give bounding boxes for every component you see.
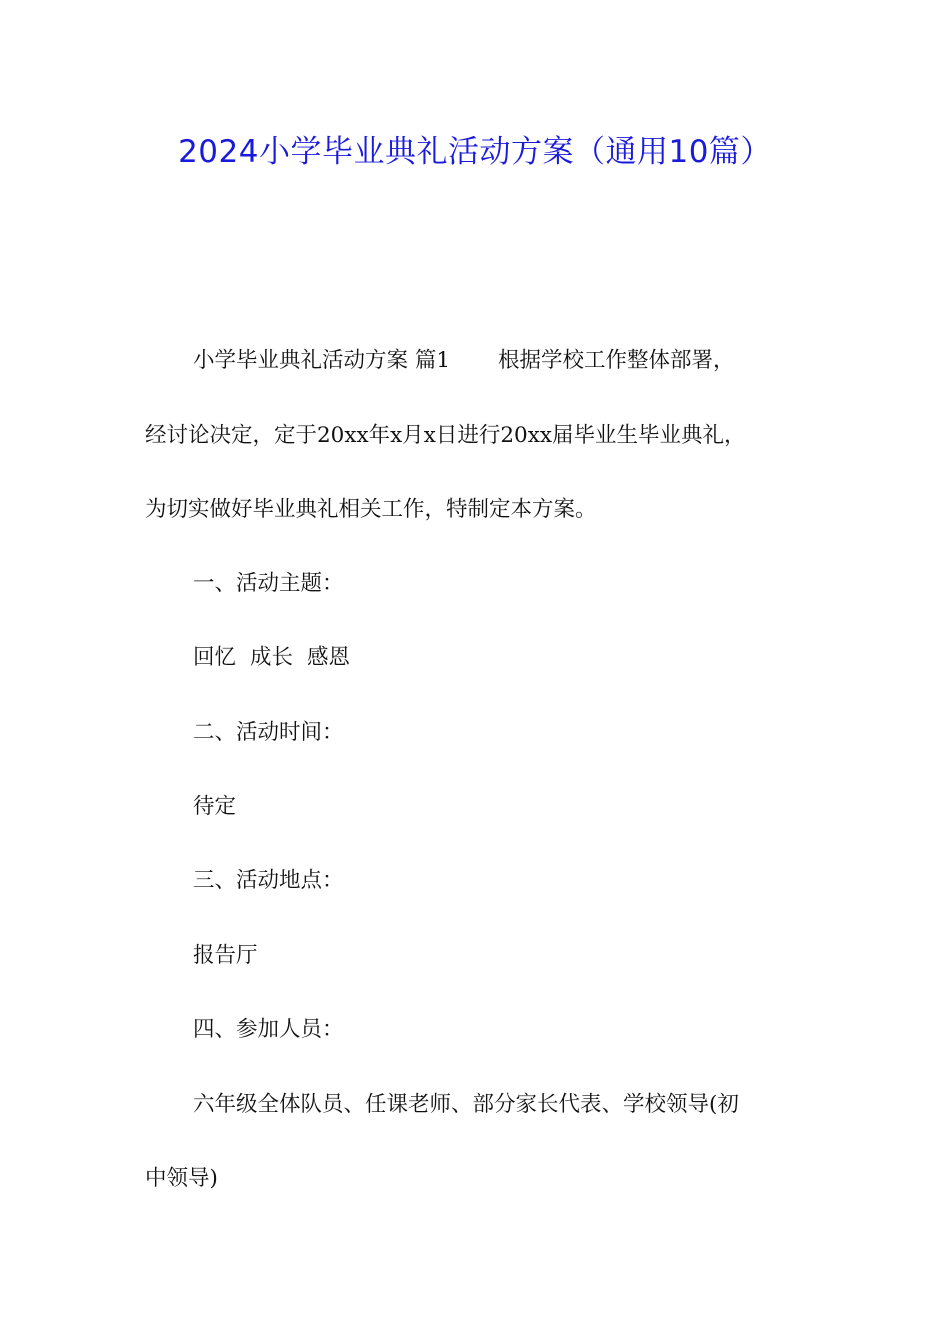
theme-item: 回忆 [193, 645, 237, 670]
section-heading-time: 二、活动时间： [193, 720, 344, 745]
intro-line-1 [193, 346, 735, 376]
intro-line-2: 经讨论决定，定于20xx年x月x日进行20xx届毕业生毕业典礼， [145, 423, 746, 448]
section-heading-theme: 一、活动主题： [193, 571, 344, 596]
time-content: 待定 [193, 794, 237, 819]
participants-content-line-2: 中领导) [145, 1166, 218, 1191]
plan-heading: 小学毕业典礼活动方案 篇1 [193, 348, 451, 373]
section-heading-participants: 四、参加人员： [193, 1017, 344, 1042]
section-heading-location: 三、活动地点： [193, 868, 344, 893]
intro-text-1: 根据学校工作整体部署， [498, 348, 735, 373]
document-title: 2024小学毕业典礼活动方案（通用10篇） [178, 134, 772, 170]
location-content: 报告厅 [193, 943, 258, 968]
participants-content-line-1: 六年级全体队员、任课老师、部分家长代表、学校领导(初 [193, 1092, 739, 1117]
intro-line-3: 为切实做好毕业典礼相关工作，特制定本方案。 [145, 497, 597, 522]
theme-item: 感恩 [307, 645, 351, 670]
theme-content [193, 643, 350, 673]
theme-item: 成长 [250, 645, 294, 670]
